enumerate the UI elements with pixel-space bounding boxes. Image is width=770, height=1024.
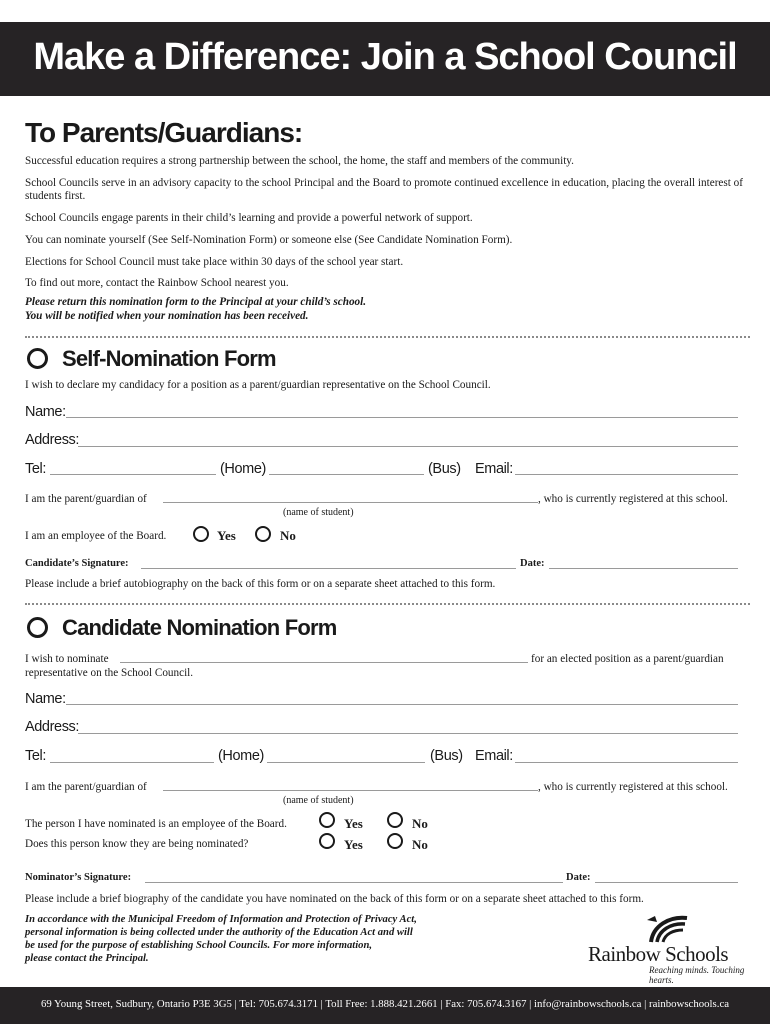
nominator-signature-field[interactable]	[145, 882, 563, 883]
self-parent-prefix: I am the parent/guardian of	[25, 493, 147, 505]
self-bus-label: (Bus)	[428, 461, 461, 477]
candidate-email-field[interactable]	[515, 762, 738, 763]
self-student-caption: (name of student)	[283, 507, 354, 518]
candidate-email-label: Email:	[475, 748, 513, 764]
privacy-line: In accordance with the Municipal Freedom of Information and Protection of Privacy Act,	[25, 914, 417, 925]
nominee-aware-yes-label: Yes	[344, 837, 363, 852]
nominate-suffix: for an elected position as a parent/guardian	[531, 653, 724, 665]
candidate-bus-phone-field[interactable]	[267, 762, 425, 763]
self-declaration-text: I wish to declare my candidacy for a position as a parent/guardian representative on the School Council.	[25, 379, 491, 391]
self-email-label: Email:	[475, 461, 513, 477]
candidate-bus-label: (Bus)	[430, 748, 463, 764]
nominee-aware-yes-radio[interactable]	[319, 833, 335, 849]
candidate-date-field[interactable]	[595, 882, 738, 883]
self-date-label: Date:	[520, 558, 545, 569]
nominee-employee-no-label: No	[412, 816, 428, 831]
candidate-nomination-title: Candidate Nomination Form	[62, 615, 337, 640]
instruction-text: You will be notified when your nomination has been received.	[25, 310, 309, 322]
intro-paragraph: To find out more, contact the Rainbow School nearest you.	[25, 277, 289, 289]
self-employee-yes-label: Yes	[217, 528, 236, 543]
self-address-label: Address:	[25, 432, 80, 448]
dotted-divider	[25, 603, 750, 605]
self-name-label: Name:	[25, 404, 66, 420]
privacy-line: personal information is being collected under the authority of the Education Act and will	[25, 927, 413, 938]
intro-paragraph: Elections for School Council must take place within 30 days of the school year start.	[25, 256, 404, 268]
candidate-tel-label: Tel:	[25, 748, 46, 764]
intro-paragraph: School Councils engage parents in their child’s learning and provide a powerful network of support.	[25, 212, 473, 224]
nominee-employee-question: The person I have nominated is an employee of the Board.	[25, 818, 287, 830]
page-title: Make a Difference: Join a School Council	[33, 36, 737, 78]
candidate-name-field[interactable]	[66, 704, 738, 705]
candidate-home-phone-field[interactable]	[50, 762, 214, 763]
candidate-address-label: Address:	[25, 719, 80, 735]
candidate-home-label: (Home)	[218, 748, 264, 764]
self-home-phone-field[interactable]	[50, 474, 216, 475]
candidate-bio-note: Please include a brief biography of the candidate you have nominated on the back of this form or on a separate sheet attached to this form.	[25, 893, 644, 905]
self-parent-suffix: , who is currently registered at this school.	[538, 493, 728, 505]
candidate-date-label: Date:	[566, 872, 591, 883]
nominee-aware-question: Does this person know they are being nominated?	[25, 838, 249, 850]
instruction-text: Please return this nomination form to the Principal at your child’s school.	[25, 296, 367, 308]
nominee-aware-no-label: No	[412, 837, 428, 852]
intro-heading: To Parents/Guardians:	[25, 117, 303, 148]
candidate-signature-field[interactable]	[141, 568, 516, 569]
candidate-address-field[interactable]	[78, 733, 738, 734]
candidate-nomination-radio[interactable]	[27, 617, 48, 638]
dotted-divider	[25, 336, 750, 338]
self-bus-phone-field[interactable]	[269, 474, 424, 475]
nominee-name-field[interactable]	[120, 662, 528, 663]
rainbow-logo-icon	[643, 912, 693, 946]
candidate-signature-label: Candidate’s Signature:	[25, 558, 129, 569]
self-home-label: (Home)	[220, 461, 266, 477]
intro-paragraph: School Councils serve in an advisory capacity to the school Principal and the Board to promote continued excellence in education, placing the overall interest of students first.	[25, 177, 743, 202]
self-date-field[interactable]	[549, 568, 738, 569]
footer-contact: 69 Young Street, Sudbury, Ontario P3E 3G5 | Tel: 705.674.3171 | Toll Free: 1.888.421.2661 | Fax: 705.674.3167 | info@rainbowschools.ca | rainbowschools.ca	[40, 998, 730, 1010]
nominator-signature-label: Nominator’s Signature:	[25, 872, 132, 883]
logo-tagline: Reaching minds. Touching hearts.	[649, 965, 745, 985]
logo-name: Rainbow Schools	[588, 942, 729, 966]
intro-paragraph: Successful education requires a strong partnership between the school, the home, the staff and members of the community.	[25, 155, 574, 167]
self-tel-label: Tel:	[25, 461, 46, 477]
candidate-parent-suffix: , who is currently registered at this school.	[538, 781, 728, 793]
candidate-student-caption: (name of student)	[283, 795, 354, 806]
self-nomination-radio[interactable]	[27, 348, 48, 369]
candidate-name-label: Name:	[25, 691, 66, 707]
self-employee-no-radio[interactable]	[255, 526, 271, 542]
self-email-field[interactable]	[515, 474, 738, 475]
nominee-employee-no-radio[interactable]	[387, 812, 403, 828]
candidate-parent-prefix: I am the parent/guardian of	[25, 781, 147, 793]
nominee-aware-no-radio[interactable]	[387, 833, 403, 849]
intro-paragraph: You can nominate yourself (See Self-Nomination Form) or someone else (See Candidate Nomination Form).	[25, 234, 513, 246]
nominee-employee-yes-label: Yes	[344, 816, 363, 831]
nominee-employee-yes-radio[interactable]	[319, 812, 335, 828]
privacy-line: please contact the Principal.	[25, 953, 149, 964]
self-nomination-title: Self-Nomination Form	[62, 346, 276, 371]
self-name-field[interactable]	[66, 417, 738, 418]
self-address-field[interactable]	[78, 446, 738, 447]
privacy-line: be used for the purpose of establishing School Councils. For more information,	[25, 940, 372, 951]
self-employee-no-label: No	[280, 528, 296, 543]
nominate-prefix: I wish to nominate	[25, 653, 109, 665]
self-bio-note: Please include a brief autobiography on the back of this form or on a separate sheet attached to this form.	[25, 578, 496, 590]
self-employee-question: I am an employee of the Board.	[25, 530, 167, 542]
nominate-line2: representative on the School Council.	[25, 667, 194, 679]
self-student-name-field[interactable]	[163, 502, 538, 503]
self-employee-yes-radio[interactable]	[193, 526, 209, 542]
candidate-student-name-field[interactable]	[163, 790, 538, 791]
